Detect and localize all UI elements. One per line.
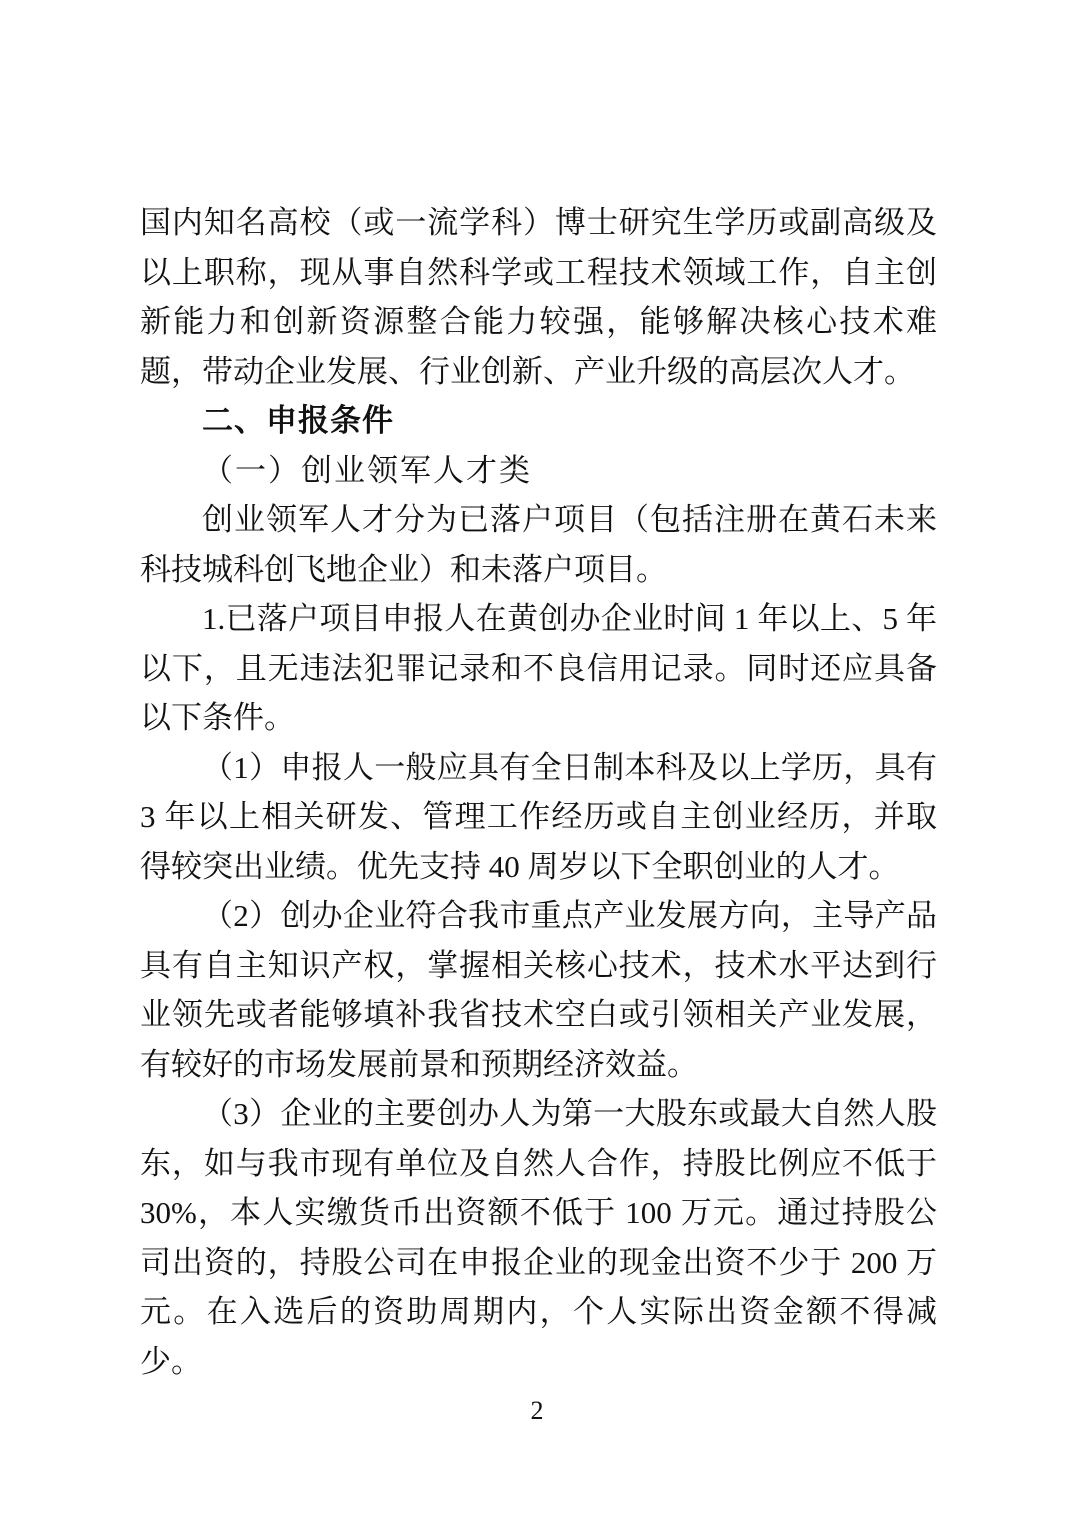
paragraph-settled-project-condition: 1.已落户项目申报人在黄创办企业时间 1 年以上、5 年以下，且无违法犯罪记录和不良信用记录。同时还应具备以下条件。: [140, 601, 937, 735]
page-number: 2: [530, 1396, 544, 1425]
section-heading: 二、申报条件: [202, 403, 394, 438]
paragraph-condition-3: （3）企业的主要创办人为第一大股东或最大自然人股东，如与我市现有单位及自然人合作，持股比例应不低于 30%，本人实缴货币出资额不低于 100 万元。通过持股公司出资的，持股公司在申报企业的现金出资不少于 200 万元。在入选后的资助周期内，个人实际出资金额不得减少。: [140, 1096, 937, 1379]
paragraph-leading-talent-types: 创业领军人才分为已落户项目（包括注册在黄石未来科技城科创飞地企业）和未落户项目。: [140, 502, 937, 587]
paragraph-continuation: 国内知名高校（或一流学科）博士研究生学历或副高级及以上职称，现从事自然科学或工程技术领域工作，自主创新能力和创新资源整合能力较强，能够解决核心技术难题，带动企业发展、行业创新、产业升级的高层次人才。: [140, 205, 937, 389]
paragraph-condition-1: （1）申报人一般应具有全日制本科及以上学历，具有 3 年以上相关研发、管理工作经历或自主创业经历，并取得较突出业绩。优先支持 40 周岁以下全职创业的人才。: [140, 749, 937, 884]
subsection-heading: （一）创业领军人才类: [202, 452, 532, 488]
paragraph-condition-2: （2）创办企业符合我市重点产业发展方向，主导产品具有自主知识产权，掌握相关核心技术，技术水平达到行业领先或者能够填补我省技术空白或引领相关产业发展，有较好的市场发展前景和预期经济效益。: [140, 898, 937, 1082]
